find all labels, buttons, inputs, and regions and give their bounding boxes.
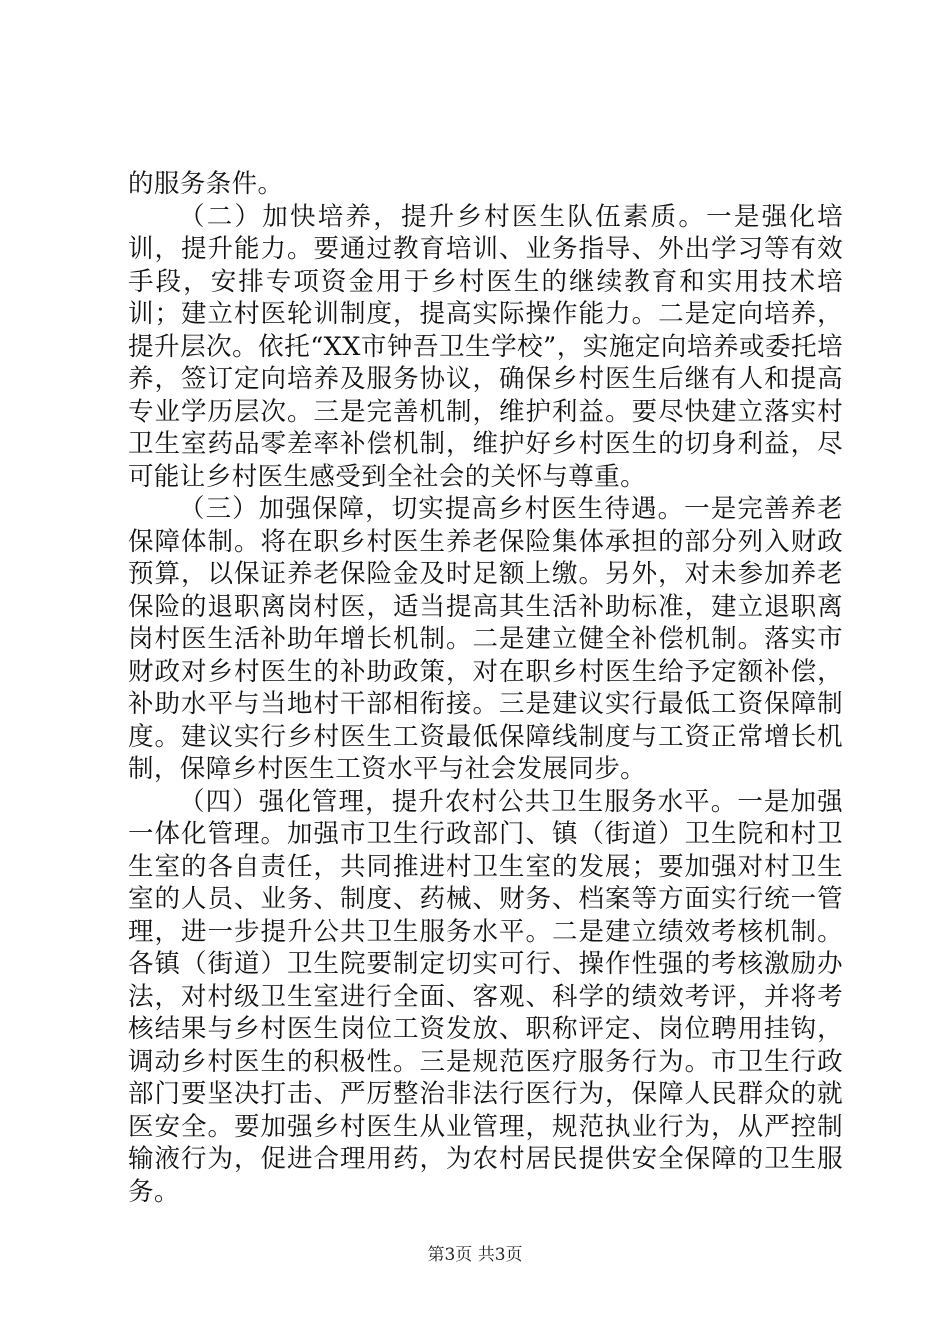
paragraph-section-4: （四）强化管理，提升农村公共卫生服务水平。一是加强一体化管理。加强市卫生行政部门、镇（街道）卫生院和村卫生室的各自责任，共同推进村卫生室的发展；要加强对村卫生室的人员、业务、制度、药械、财务、档案等方面实行统一管理，进一步提升公共卫生服务水平。二是建立绩效考核机制。各镇（街道）卫生院要制定切实可行、操作性强的考核激励办法，对村级卫生室进行全面、客观、科学的绩效考评，并将考核结果与乡村医生岗位工资发放、职称评定、岗位聘用挂钩，调动乡村医生的积极性。三是规范医疗服务行为。市卫生行政部门要坚决打击、严厉整治非法行医行为，保障人民群众的就医安全。要加强乡村医生从业管理，规范执业行为，从严控制输液行为，促进合理用药，为农村居民提供安全保障的卫生服务。 [128, 786, 843, 1207]
paragraph-section-3: （三）加强保障，切实提高乡村医生待遇。一是完善养老保障体制。将在职乡村医生养老保险集体承担的部分列入财政预算，以保证养老保险金及时足额上缴。另外，对未参加养老保险的退职离岗村医，适当提高其生活补助标准，建立退职离岗村医生活补助年增长机制。二是建立健全补偿机制。落实市财政对乡村医生的补助政策，对在职乡村医生给予定额补偿，补助水平与当地村干部相衔接。三是建议实行最低工资保障制度。建议实行乡村医生工资最低保障线制度与工资正常增长机制，保障乡村医生工资水平与社会发展同步。 [128, 494, 843, 784]
paragraph-section-2: （二）加快培养，提升乡村医生队伍素质。一是强化培训，提升能力。要通过教育培训、业务指导、外出学习等有效手段，安排专项资金用于乡村医生的继续教育和实用技术培训；建立村医轮训制度，提高实际操作能力。二是定向培养，提升层次。依托“XX市钟吾卫生学校”，实施定向培养或委托培养，签订定向培养及服务协议，确保乡村医生后继有人和提高专业学历层次。三是完善机制，维护利益。要尽快建立落实村卫生室药品零差率补偿机制，维护好乡村医生的切身利益，尽可能让乡村医生感受到全社会的关怀与尊重。 [128, 201, 843, 492]
paragraph-continuation: 的服务条件。 [128, 169, 284, 199]
document-body [128, 168, 843, 1208]
page-footer: 第3页 共3页 [427, 1245, 523, 1265]
